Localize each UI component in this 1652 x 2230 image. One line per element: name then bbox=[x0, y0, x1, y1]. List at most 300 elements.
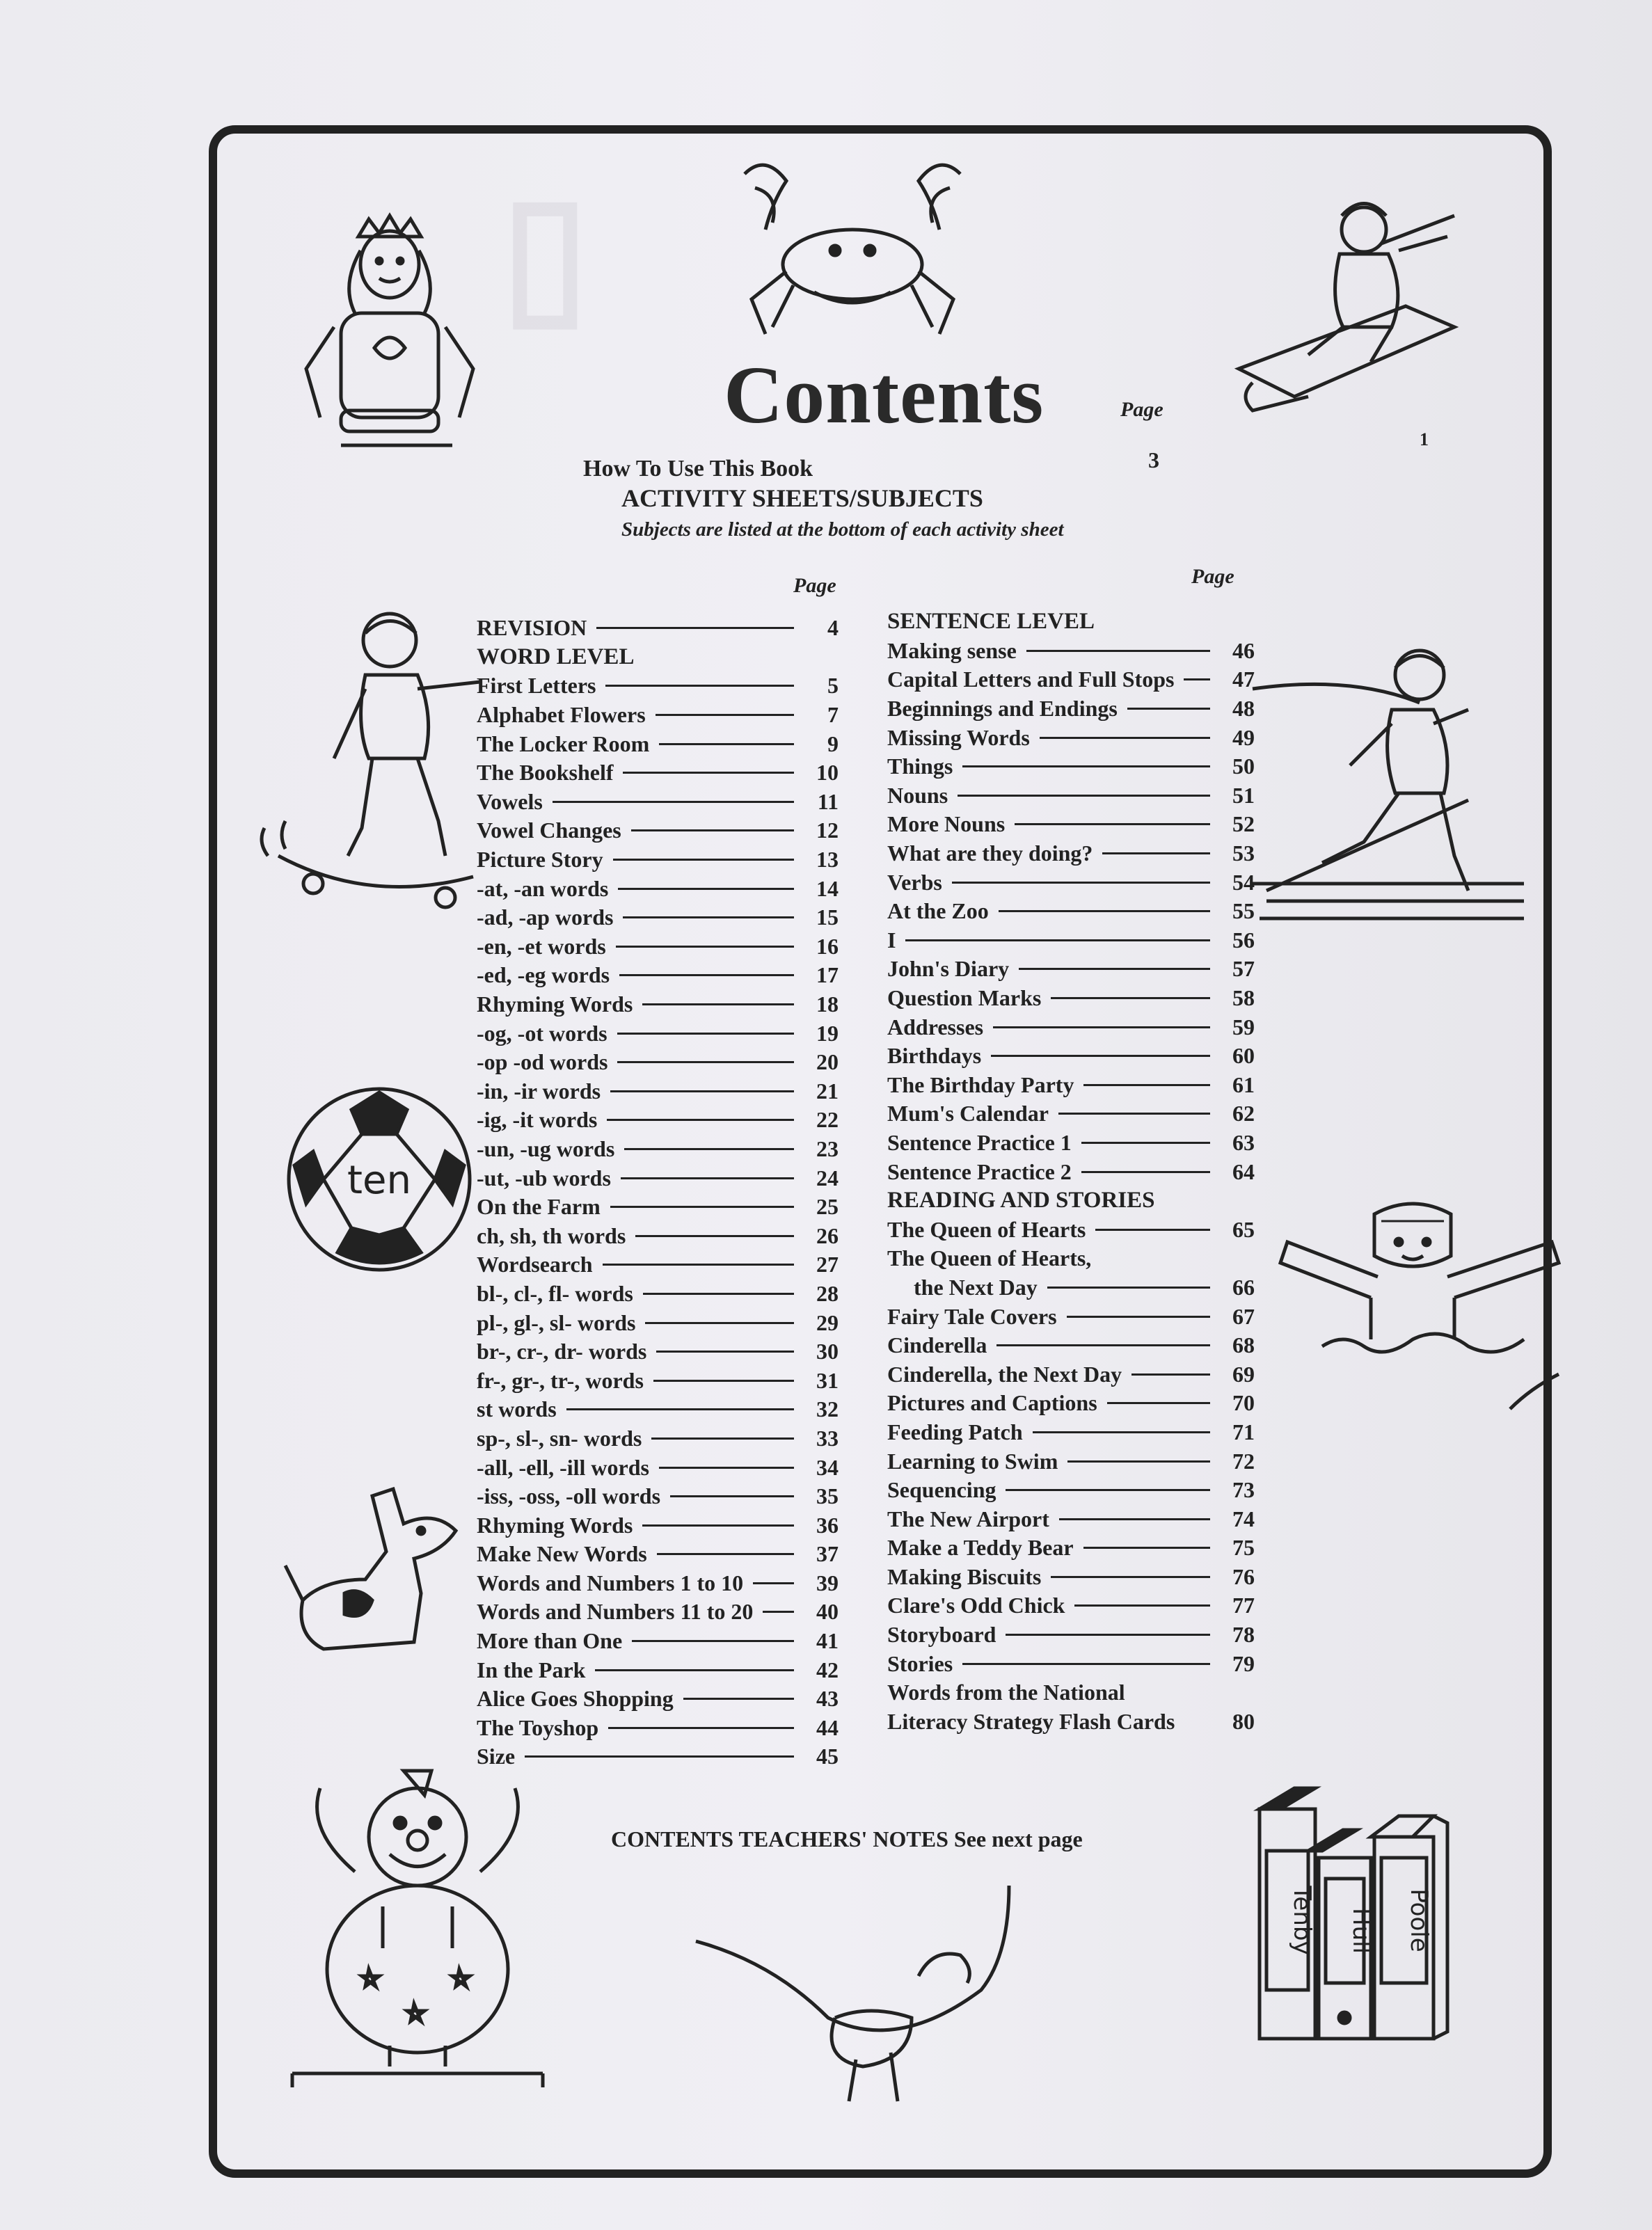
leader-line bbox=[605, 685, 794, 687]
entry-title: st words bbox=[477, 1396, 557, 1422]
leader-line bbox=[683, 1698, 794, 1700]
page-title: Contents bbox=[724, 349, 1045, 440]
entry-page-number: 18 bbox=[816, 991, 839, 1017]
leader-line bbox=[1051, 997, 1210, 999]
contents-entry bbox=[477, 788, 839, 817]
entry-title: -ad, -ap words bbox=[477, 905, 614, 930]
entry-title: Missing Words bbox=[887, 724, 1030, 750]
subjects-note: Subjects are listed at the bottom of each activity sheet bbox=[621, 518, 1064, 541]
entry-title: sp-, sl-, sn- words bbox=[477, 1425, 642, 1451]
leader-line bbox=[1019, 968, 1210, 970]
contents-entry bbox=[887, 781, 1255, 811]
leader-line bbox=[962, 765, 1210, 767]
entry-title: -un, -ug words bbox=[477, 1136, 615, 1161]
leader-line bbox=[1107, 1402, 1210, 1404]
contents-entry bbox=[887, 1534, 1255, 1563]
leader-line bbox=[657, 1553, 794, 1555]
entry-page-number: 59 bbox=[1232, 1014, 1255, 1040]
contents-entry bbox=[477, 1511, 839, 1540]
entry-title: The Birthday Party bbox=[887, 1072, 1074, 1097]
contents-entry bbox=[887, 1620, 1255, 1650]
entry-page-number: 34 bbox=[816, 1454, 839, 1480]
books-illustration bbox=[1253, 1781, 1454, 2046]
how-to-use-page: 3 bbox=[1148, 447, 1159, 472]
contents-entry bbox=[477, 1077, 839, 1106]
entry-page-number: 61 bbox=[1232, 1072, 1255, 1097]
contents-entry bbox=[477, 643, 839, 672]
teachers-notes-footer: CONTENTS TEACHERS' NOTES See next page bbox=[611, 1826, 1083, 1851]
entry-title: Birthdays bbox=[887, 1043, 982, 1069]
leader-line bbox=[608, 1727, 794, 1729]
leader-line bbox=[1095, 1229, 1210, 1231]
entry-title: More Nouns bbox=[887, 811, 1006, 837]
entry-page-number: 60 bbox=[1232, 1043, 1255, 1069]
right-page-header: Page bbox=[1191, 565, 1234, 588]
entry-title: The Queen of Hearts, bbox=[887, 1245, 1092, 1271]
contents-entry bbox=[477, 671, 839, 701]
contents-entry bbox=[477, 1337, 839, 1367]
entry-page-number: 17 bbox=[816, 962, 839, 988]
leader-line bbox=[1067, 1460, 1210, 1463]
entry-page-number: 39 bbox=[816, 1570, 839, 1595]
entry-page-number: 14 bbox=[816, 875, 839, 901]
entry-page-number: 16 bbox=[816, 933, 839, 959]
leader-line bbox=[1102, 852, 1210, 854]
leader-line bbox=[645, 1322, 794, 1324]
entry-page-number: 31 bbox=[816, 1367, 839, 1393]
entry-title: Rhyming Words bbox=[477, 991, 633, 1017]
leader-line bbox=[1058, 1113, 1210, 1115]
entry-page-number: 50 bbox=[1232, 754, 1255, 779]
runner-illustration bbox=[1246, 633, 1538, 939]
entry-title: On the Farm bbox=[477, 1194, 601, 1220]
runner-icon bbox=[1246, 633, 1538, 939]
leader-line bbox=[624, 1148, 794, 1150]
entry-page-number: 79 bbox=[1232, 1650, 1255, 1676]
leader-line bbox=[617, 1033, 794, 1035]
entry-title: Literacy Strategy Flash Cards bbox=[887, 1708, 1175, 1734]
contents-entry bbox=[477, 1193, 839, 1222]
contents-entry bbox=[887, 868, 1255, 897]
entry-page-number: 10 bbox=[816, 760, 839, 786]
contents-entry bbox=[477, 1163, 839, 1193]
leader-line bbox=[642, 1003, 794, 1005]
contents-entry bbox=[887, 897, 1255, 926]
crab-illustration bbox=[724, 146, 981, 355]
entry-title: Feeding Patch bbox=[887, 1419, 1023, 1444]
contents-entry bbox=[887, 1447, 1255, 1476]
contents-entry bbox=[887, 723, 1255, 752]
leader-line bbox=[566, 1408, 794, 1410]
contents-entry bbox=[477, 932, 839, 962]
entry-page-number: 42 bbox=[816, 1657, 839, 1682]
entry-page-number: 11 bbox=[817, 788, 839, 814]
contents-entry bbox=[477, 1395, 839, 1424]
entry-page-number: 33 bbox=[816, 1425, 839, 1451]
entry-title: Vowels bbox=[477, 788, 543, 814]
leader-line bbox=[610, 1206, 794, 1208]
football-label: ten bbox=[347, 1158, 411, 1203]
entry-title: -ig, -it words bbox=[477, 1107, 598, 1133]
sledge-icon bbox=[1225, 188, 1475, 424]
entry-page-number: 54 bbox=[1232, 869, 1255, 895]
lamp-illustration bbox=[689, 1879, 1023, 2108]
contents-entry bbox=[887, 1186, 1255, 1216]
leader-line bbox=[656, 714, 794, 716]
contents-entry bbox=[477, 1482, 839, 1511]
entry-title: -iss, -oss, -oll words bbox=[477, 1483, 661, 1509]
entry-title: In the Park bbox=[477, 1657, 586, 1682]
contents-entry bbox=[887, 1418, 1255, 1447]
entry-page-number: 5 bbox=[827, 673, 839, 699]
leader-line bbox=[632, 1640, 794, 1642]
entry-page-number: 24 bbox=[816, 1165, 839, 1190]
entry-title: Verbs bbox=[887, 869, 942, 895]
entry-page-number: 32 bbox=[816, 1396, 839, 1422]
entry-page-number: 53 bbox=[1232, 841, 1255, 866]
contents-entry bbox=[477, 816, 839, 845]
entry-page-number: 58 bbox=[1232, 985, 1255, 1011]
entry-title: Vowel Changes bbox=[477, 818, 621, 843]
leader-line bbox=[642, 1524, 794, 1527]
entry-title: SENTENCE LEVEL bbox=[887, 609, 1095, 635]
entry-title: Rhyming Words bbox=[477, 1512, 633, 1538]
entry-page-number: 68 bbox=[1232, 1332, 1255, 1358]
entry-title: Words and Numbers 11 to 20 bbox=[477, 1599, 754, 1625]
contents-entry bbox=[477, 1048, 839, 1077]
left-contents-column bbox=[477, 614, 839, 1771]
entry-title: At the Zoo bbox=[887, 898, 989, 924]
contents-entry bbox=[887, 1302, 1255, 1331]
book-label-3: Poole bbox=[1405, 1888, 1433, 1952]
leader-line bbox=[618, 888, 794, 890]
contents-entry bbox=[887, 984, 1255, 1013]
entry-title: Wordsearch bbox=[477, 1252, 593, 1277]
leader-line bbox=[595, 1669, 794, 1671]
entry-title: Sentence Practice 1 bbox=[887, 1129, 1072, 1155]
leader-line bbox=[1059, 1518, 1210, 1520]
contents-entry bbox=[477, 729, 839, 758]
queen-icon bbox=[292, 209, 487, 459]
entry-page-number: 30 bbox=[816, 1339, 839, 1364]
contents-entry bbox=[477, 1308, 839, 1337]
contents-entry bbox=[477, 1106, 839, 1135]
entry-title: Learning to Swim bbox=[887, 1448, 1058, 1474]
entry-title: Sentence Practice 2 bbox=[887, 1158, 1072, 1184]
leader-line bbox=[962, 1663, 1210, 1665]
entry-page-number: 35 bbox=[816, 1483, 839, 1509]
entry-title: -ut, -ub words bbox=[477, 1165, 611, 1190]
entry-title: Nouns bbox=[887, 782, 948, 808]
contents-entry bbox=[887, 1099, 1255, 1129]
book-label-2: Hull bbox=[1347, 1907, 1375, 1954]
leader-line bbox=[1081, 1142, 1210, 1144]
entry-page-number: 52 bbox=[1232, 811, 1255, 837]
leader-line bbox=[635, 1235, 794, 1237]
contents-entry bbox=[887, 839, 1255, 868]
leader-line bbox=[623, 772, 794, 774]
contents-entry bbox=[887, 752, 1255, 781]
football-icon bbox=[282, 1082, 477, 1277]
entry-title: pl-, gl-, sl- words bbox=[477, 1309, 636, 1335]
contents-entry bbox=[887, 1012, 1255, 1042]
leader-line bbox=[1006, 1489, 1210, 1491]
dog-illustration bbox=[282, 1482, 470, 1663]
contents-entry bbox=[887, 1591, 1255, 1620]
contents-entry bbox=[477, 1714, 839, 1743]
entry-page-number: 69 bbox=[1232, 1361, 1255, 1387]
leader-line bbox=[603, 1264, 794, 1266]
leader-line bbox=[1051, 1576, 1210, 1578]
entry-title: Capital Letters and Full Stops bbox=[887, 667, 1175, 692]
entry-title: I bbox=[887, 927, 896, 953]
entry-page-number: 63 bbox=[1232, 1129, 1255, 1155]
entry-page-number: 29 bbox=[816, 1309, 839, 1335]
entry-title: Make New Words bbox=[477, 1541, 647, 1567]
contents-entry bbox=[477, 1627, 839, 1656]
contents-entry bbox=[887, 1129, 1255, 1158]
leader-line bbox=[1040, 737, 1210, 739]
leader-line bbox=[643, 1293, 794, 1295]
entry-page-number: 51 bbox=[1232, 782, 1255, 808]
sledge-boy-illustration bbox=[1225, 188, 1475, 424]
entry-title: Storyboard bbox=[887, 1622, 996, 1648]
entry-page-number: 15 bbox=[816, 905, 839, 930]
entry-page-number: 19 bbox=[816, 1020, 839, 1046]
entry-title: Beginnings and Endings bbox=[887, 696, 1118, 722]
leader-line bbox=[1067, 1316, 1210, 1318]
skateboard-boy-illustration bbox=[251, 598, 487, 925]
contents-entry bbox=[887, 810, 1255, 839]
leader-line bbox=[659, 743, 794, 745]
leader-line bbox=[653, 1380, 794, 1382]
leader-line bbox=[952, 882, 1210, 884]
entry-title: -op -od words bbox=[477, 1049, 608, 1075]
contents-entry bbox=[887, 1476, 1255, 1505]
entry-page-number: 55 bbox=[1232, 898, 1255, 924]
leader-line bbox=[651, 1437, 794, 1440]
entry-title: Pictures and Captions bbox=[887, 1390, 1097, 1416]
contents-entry bbox=[887, 926, 1255, 955]
lamp-icon bbox=[689, 1879, 1023, 2108]
contents-entry bbox=[887, 1215, 1255, 1244]
contents-entry bbox=[477, 1135, 839, 1164]
entry-title: -at, -an words bbox=[477, 875, 609, 901]
entry-page-number: 7 bbox=[827, 702, 839, 728]
entry-title: Alice Goes Shopping bbox=[477, 1686, 674, 1712]
leader-line bbox=[753, 1582, 794, 1584]
leader-line bbox=[999, 910, 1210, 912]
leader-line bbox=[616, 946, 794, 948]
entry-page-number: 73 bbox=[1232, 1477, 1255, 1503]
entry-title: -en, -et words bbox=[477, 933, 606, 959]
leader-line bbox=[553, 801, 794, 803]
leader-line bbox=[659, 1467, 794, 1469]
books-icon bbox=[1253, 1781, 1454, 2046]
entry-page-number: 21 bbox=[816, 1078, 839, 1104]
entry-page-number: 80 bbox=[1232, 1708, 1255, 1734]
activity-heading: ACTIVITY SHEETS/SUBJECTS bbox=[621, 484, 983, 512]
entry-title: ch, sh, th words bbox=[477, 1222, 626, 1248]
contents-entry bbox=[477, 1598, 839, 1627]
contents-entry bbox=[477, 990, 839, 1019]
entry-page-number: 72 bbox=[1232, 1448, 1255, 1474]
leader-line bbox=[631, 829, 794, 831]
entry-title: WORD LEVEL bbox=[477, 644, 635, 669]
contents-entry bbox=[887, 1649, 1255, 1678]
entry-page-number: 49 bbox=[1232, 724, 1255, 750]
entry-title: br-, cr-, dr- words bbox=[477, 1339, 647, 1364]
entry-title: Question Marks bbox=[887, 985, 1042, 1011]
entry-page-number: 71 bbox=[1232, 1419, 1255, 1444]
entry-page-number: 23 bbox=[816, 1136, 839, 1161]
entry-title: First Letters bbox=[477, 673, 596, 699]
contents-entry bbox=[477, 701, 839, 730]
swimmer-icon bbox=[1273, 1200, 1566, 1430]
book-label-1: Tenby bbox=[1288, 1886, 1316, 1955]
leader-line bbox=[607, 1119, 794, 1121]
contents-entry bbox=[477, 845, 839, 875]
entry-page-number: 76 bbox=[1232, 1563, 1255, 1589]
leader-line bbox=[613, 859, 794, 861]
entry-title: fr-, gr-, tr-, words bbox=[477, 1367, 644, 1393]
entry-page-number: 22 bbox=[816, 1107, 839, 1133]
entry-title: the Next Day bbox=[914, 1274, 1038, 1300]
contents-entry bbox=[477, 874, 839, 903]
leader-line bbox=[1131, 1373, 1210, 1376]
entry-title: -og, -ot words bbox=[477, 1020, 607, 1046]
show-through-watermark: ▯ bbox=[501, 163, 589, 342]
entry-title: -all, -ell, -ill words bbox=[477, 1454, 649, 1480]
leader-line bbox=[991, 1055, 1210, 1057]
contents-entry bbox=[887, 1273, 1255, 1303]
entry-page-number: 62 bbox=[1232, 1101, 1255, 1126]
entry-title: Picture Story bbox=[477, 847, 603, 873]
side-mark: 1 bbox=[1420, 429, 1429, 449]
entry-title: The Queen of Hearts bbox=[887, 1216, 1086, 1242]
contents-entry bbox=[477, 1685, 839, 1714]
entry-page-number: 28 bbox=[816, 1280, 839, 1306]
entry-title: Cinderella, the Next Day bbox=[887, 1361, 1122, 1387]
entry-page-number: 46 bbox=[1232, 637, 1255, 663]
entry-title: The Locker Room bbox=[477, 731, 650, 756]
contents-entry bbox=[887, 1331, 1255, 1360]
swimmer-illustration bbox=[1273, 1200, 1566, 1430]
entry-page-number: 67 bbox=[1232, 1303, 1255, 1329]
contents-entry bbox=[887, 694, 1255, 724]
entry-page-number: 25 bbox=[816, 1194, 839, 1220]
contents-entry bbox=[477, 1019, 839, 1048]
entry-page-number: 36 bbox=[816, 1512, 839, 1538]
entry-title: -ed, -eg words bbox=[477, 962, 610, 988]
entry-page-number: 26 bbox=[816, 1222, 839, 1248]
entry-page-number: 64 bbox=[1232, 1158, 1255, 1184]
contents-entry bbox=[887, 1678, 1255, 1707]
entry-title: Words and Numbers 1 to 10 bbox=[477, 1570, 744, 1595]
entry-page-number: 70 bbox=[1232, 1390, 1255, 1416]
entry-title: Things bbox=[887, 754, 953, 779]
contents-entry bbox=[477, 903, 839, 932]
entry-title: Stories bbox=[887, 1650, 953, 1676]
contents-entry bbox=[477, 614, 839, 643]
contents-entry bbox=[477, 961, 839, 990]
entry-title: Make a Teddy Bear bbox=[887, 1535, 1074, 1561]
entry-title: Alphabet Flowers bbox=[477, 702, 646, 728]
contents-entry bbox=[887, 665, 1255, 694]
entry-page-number: 27 bbox=[816, 1252, 839, 1277]
contents-entry bbox=[887, 1504, 1255, 1534]
leader-line bbox=[1184, 678, 1210, 680]
contents-entry bbox=[477, 1221, 839, 1250]
leader-line bbox=[996, 1344, 1210, 1346]
entry-title: Mum's Calendar bbox=[887, 1101, 1049, 1126]
entry-title: Clare's Odd Chick bbox=[887, 1593, 1065, 1618]
entry-title: What are they doing? bbox=[887, 841, 1093, 866]
leader-line bbox=[1081, 1171, 1210, 1173]
contents-entry bbox=[887, 637, 1255, 666]
entry-title: bl-, cl-, fl- words bbox=[477, 1280, 633, 1306]
leader-line bbox=[670, 1495, 794, 1497]
entry-page-number: 43 bbox=[816, 1686, 839, 1712]
entry-page-number: 57 bbox=[1232, 956, 1255, 982]
contents-entry bbox=[887, 1042, 1255, 1071]
entry-page-number: 4 bbox=[827, 615, 839, 641]
entry-page-number: 66 bbox=[1232, 1274, 1255, 1300]
leader-line bbox=[1033, 1431, 1210, 1433]
clown-illustration bbox=[278, 1767, 557, 2087]
leader-line bbox=[525, 1755, 794, 1758]
contents-entry bbox=[477, 1453, 839, 1482]
entry-title: More than One bbox=[477, 1628, 623, 1654]
leader-line bbox=[1015, 823, 1210, 825]
entry-page-number: 41 bbox=[816, 1628, 839, 1654]
leader-line bbox=[617, 1061, 794, 1063]
football-illustration bbox=[282, 1082, 477, 1277]
clown-icon bbox=[278, 1767, 557, 2087]
leader-line bbox=[619, 974, 794, 976]
contents-entry bbox=[477, 1250, 839, 1280]
contents-entry bbox=[477, 1366, 839, 1395]
entry-title: Making sense bbox=[887, 637, 1017, 663]
entry-title: REVISION bbox=[477, 615, 587, 641]
entry-title: -in, -ir words bbox=[477, 1078, 601, 1104]
leader-line bbox=[763, 1611, 794, 1613]
entry-title: Sequencing bbox=[887, 1477, 996, 1503]
contents-entry bbox=[887, 1157, 1255, 1186]
leader-line bbox=[621, 1177, 794, 1179]
entry-title: Addresses bbox=[887, 1014, 984, 1040]
crab-icon bbox=[724, 146, 981, 355]
entry-page-number: 40 bbox=[816, 1599, 839, 1625]
entry-title: Making Biscuits bbox=[887, 1563, 1042, 1589]
entry-title: READING AND STORIES bbox=[887, 1188, 1155, 1213]
entry-title: Cinderella bbox=[887, 1332, 987, 1358]
queen-illustration bbox=[292, 209, 487, 459]
leader-line bbox=[623, 916, 794, 918]
page-header-top: Page bbox=[1120, 398, 1163, 421]
entry-title: The New Airport bbox=[887, 1506, 1049, 1531]
entry-page-number: 37 bbox=[816, 1541, 839, 1567]
entry-title: Words from the National bbox=[887, 1680, 1125, 1705]
leader-line bbox=[1047, 1287, 1210, 1289]
leader-line bbox=[1026, 650, 1210, 652]
entry-page-number: 78 bbox=[1232, 1622, 1255, 1648]
contents-entry bbox=[887, 955, 1255, 984]
left-page-header: Page bbox=[793, 574, 836, 597]
entry-title: Size bbox=[477, 1744, 516, 1769]
leader-line bbox=[958, 795, 1210, 797]
entry-page-number: 48 bbox=[1232, 696, 1255, 722]
